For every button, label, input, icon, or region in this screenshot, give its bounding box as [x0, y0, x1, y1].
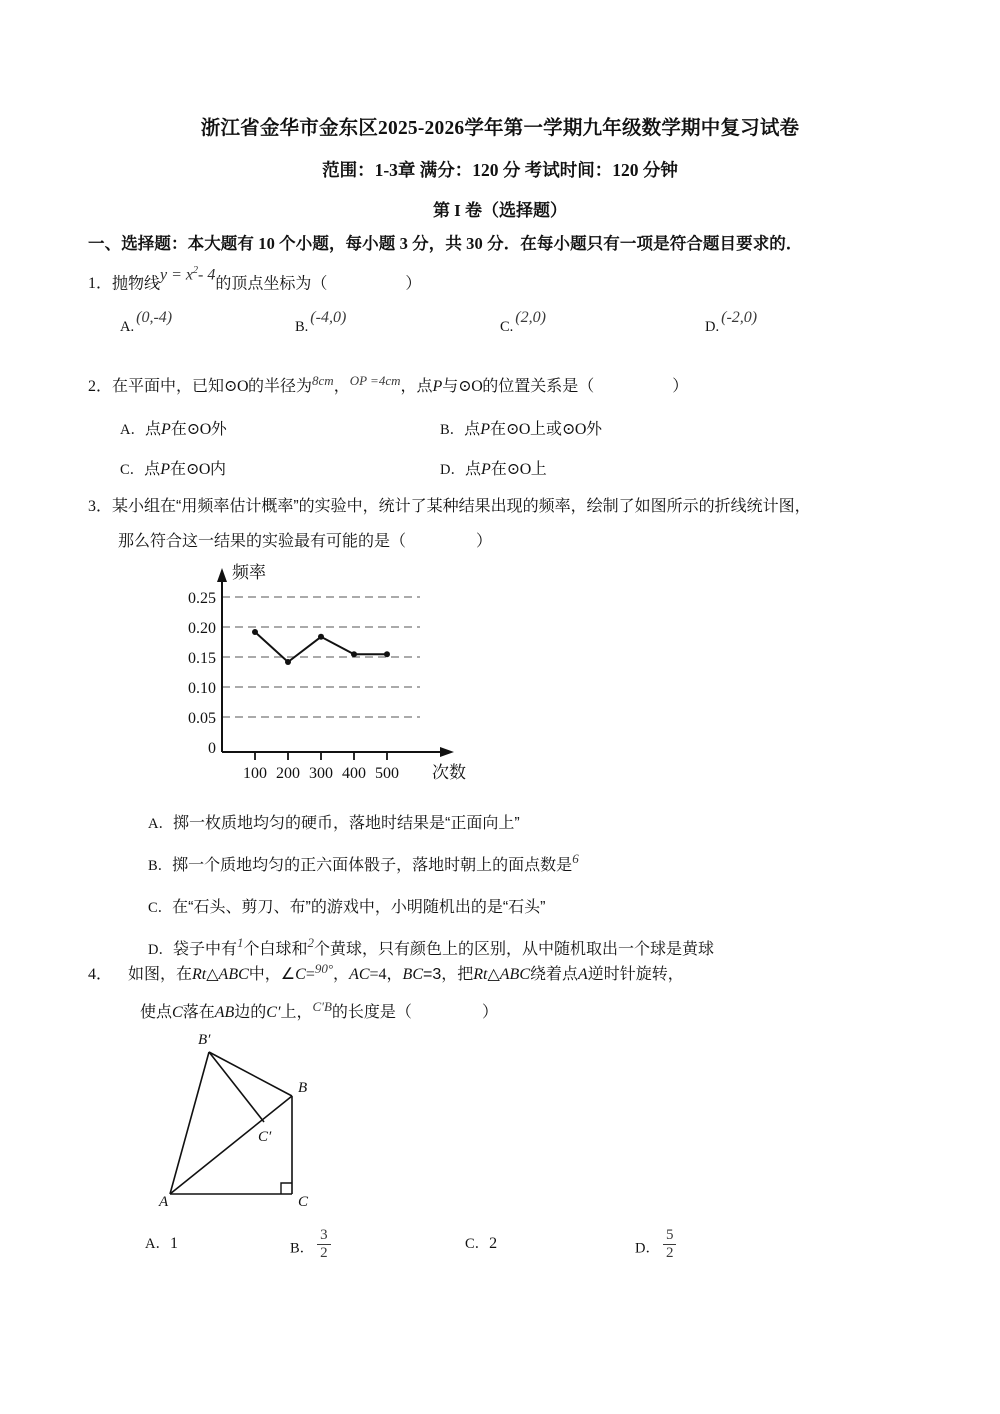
question-1-formula: $y = x^2-$ 4	[160, 265, 216, 284]
chart-x-axis-label: 次数	[432, 763, 466, 782]
circle-o-symbol-2: ⊙O	[561, 421, 586, 438]
question-4-cb-segment: C′B	[312, 999, 332, 1014]
data-point-500	[384, 651, 390, 657]
label-A: A	[159, 1194, 169, 1210]
chart-ytick-0.05: 0.05	[188, 710, 216, 727]
segment-Bprime-Cprime	[209, 1052, 264, 1122]
exam-subtitle: 范围：1-3章 满分：120 分 考试时间：120 分钟	[322, 160, 678, 180]
option-a-label: A．	[120, 422, 145, 438]
question-1-paren-close: ）	[405, 275, 422, 293]
chart-xtick-100: 100	[243, 765, 267, 782]
chart-svg	[170, 556, 500, 801]
question-4-line-1-h: 逆时针旋转，	[587, 966, 684, 983]
question-3-number: 3．	[88, 498, 113, 515]
question-4-line-2-e: 的长度是（	[331, 1004, 412, 1021]
chart-xtick-200: 200	[276, 765, 300, 782]
option-a-label: A.	[120, 319, 135, 335]
question-4-ab: AB	[214, 1004, 235, 1021]
question-4-line-1-e: =4，	[369, 966, 403, 983]
option-b-label: B．	[148, 858, 173, 874]
question-4-rt-abc-2: Rt△ABC	[473, 966, 530, 983]
option-c-label: C．	[148, 900, 173, 916]
section-heading: 第 I 卷（选择题）	[432, 201, 568, 220]
x-axis-arrow	[440, 747, 454, 757]
chart-xtick-500: 500	[375, 765, 399, 782]
question-4-line-1-g: 绕着点	[530, 966, 579, 983]
segment-Bprime-B	[209, 1052, 292, 1096]
question-2-option-c[interactable]: C．点P在⊙O内	[120, 461, 226, 478]
option-b-numerator: 3	[317, 1228, 331, 1245]
question-4-c-prime: C′	[266, 1004, 281, 1021]
option-d-numerator: 5	[663, 1228, 677, 1245]
question-4-line-2-b: 落在	[182, 1004, 215, 1021]
question-2-paren-close: ）	[672, 378, 689, 395]
option-c-text: 在“石头、剪刀、布”的游戏中，小明随机出的是“石头”	[172, 899, 546, 916]
option-d-label: D．	[440, 462, 465, 478]
question-4-line-2-d: 上，	[280, 1004, 313, 1021]
option-a-text: 掷一枚质地均匀的硬币，落地时结果是“正面向上”	[172, 815, 520, 832]
question-2-radius: 8cm	[312, 373, 334, 388]
option-d-count-1: 1	[237, 935, 244, 950]
chart-ytick-0.25: 0.25	[188, 590, 216, 607]
chart-x-axis	[222, 747, 454, 757]
option-b-value: (-4,0)	[310, 309, 347, 326]
question-1-option-b[interactable]	[295, 309, 347, 336]
chart-xtick-300: 300	[309, 765, 333, 782]
question-4-option-b[interactable]	[290, 1227, 331, 1266]
option-c-label: C．	[465, 1236, 490, 1252]
option-d-text-b: 个白球和	[243, 941, 308, 958]
question-4-option-c[interactable]	[465, 1232, 497, 1253]
chart-ytick-0: 0	[208, 740, 216, 757]
question-4-line-1-d: ，	[333, 966, 350, 983]
option-b-number: 6	[572, 851, 579, 866]
question-4-options	[145, 1227, 965, 1277]
option-d-value: (-2,0)	[721, 309, 758, 326]
option-a-label: A．	[145, 1236, 170, 1252]
question-4-line-1-b: 中，∠	[248, 966, 296, 983]
data-point-400	[351, 651, 357, 657]
question-1-stem-after: 的顶点坐标为（	[215, 275, 328, 293]
circle-o-symbol: ⊙O	[186, 421, 211, 438]
question-3-option-c[interactable]	[148, 894, 546, 917]
question-2-option-d[interactable]: D．点P在⊙O上	[440, 461, 547, 478]
circle-o-symbol: ⊙O	[224, 378, 248, 395]
question-1-option-c[interactable]	[500, 309, 546, 336]
chart-ytick-0.20: 0.20	[188, 620, 216, 637]
option-b-denominator: 2	[320, 1245, 328, 1261]
option-d-denominator: 2	[665, 1245, 674, 1261]
triangle-edges	[170, 1052, 292, 1194]
question-2-text-4: ，点	[400, 378, 433, 395]
question-1-options	[120, 309, 940, 348]
question-1-option-d[interactable]	[705, 309, 758, 336]
question-4-line-1-f: =3，把	[423, 966, 474, 983]
question-2-options	[120, 416, 940, 496]
question-4	[88, 963, 958, 988]
question-3-options	[148, 810, 968, 958]
frequency-line-chart	[170, 556, 500, 801]
question-2-option-a[interactable]: A．点P在⊙O外	[120, 421, 227, 438]
label-C-prime: C′	[258, 1129, 272, 1145]
data-point-200	[285, 659, 291, 665]
question-1	[88, 265, 928, 297]
geometry-svg	[140, 1028, 370, 1228]
option-d-label: D．	[148, 942, 173, 958]
question-3-line-1: 某小组在“用频率估计概率”的实验中，统计了某种结果出现的频率，绘制了如图所示的折线统计图，	[112, 498, 811, 515]
chart-x-ticks	[255, 752, 387, 760]
option-a-value: (0,-4)	[136, 309, 173, 326]
page-title: 浙江省金华市金东区2025-2026学年第一学期九年级数学期中复习试卷	[200, 118, 800, 139]
question-2-point-p: P	[432, 378, 443, 395]
y-axis-arrow	[217, 568, 227, 582]
question-4-rt-abc: Rt△ABC	[192, 966, 249, 983]
question-2-option-b[interactable]: B．点P在⊙O上或⊙O外	[440, 421, 602, 438]
question-3-line-2-row	[118, 530, 978, 555]
question-4-angle-c: C	[295, 966, 306, 983]
circle-o-symbol: ⊙O	[505, 421, 530, 438]
question-2-text-1: 在平面中，已知	[112, 378, 225, 395]
question-4-point-c: C	[172, 1004, 183, 1021]
question-4-point-a: A	[578, 966, 588, 983]
right-angle-mark-icon	[281, 1183, 292, 1194]
chart-xtick-400: 400	[342, 765, 366, 782]
label-B: B	[298, 1080, 308, 1096]
geometry-figure	[140, 1028, 370, 1228]
question-4-line-1-c: =	[305, 966, 315, 983]
option-b-fraction	[317, 1228, 331, 1262]
chart-y-axis	[217, 568, 227, 752]
question-2-text-5: 与	[442, 378, 459, 395]
option-b-text: 掷一个质地均匀的正六面体骰子，落地时朝上的面点数是	[172, 857, 573, 874]
circle-o-symbol: ⊙O	[185, 461, 210, 478]
question-3-paren-close: ）	[476, 533, 493, 550]
segment-A-Bprime	[170, 1052, 209, 1194]
option-c-label: C.	[500, 319, 514, 335]
option-c-label: C．	[120, 462, 145, 478]
option-a-value: 1	[169, 1235, 178, 1252]
question-4-option-a[interactable]	[145, 1232, 178, 1253]
option-b-label: B．	[290, 1240, 315, 1257]
question-2	[88, 375, 938, 400]
question-4-number: 4．	[88, 966, 113, 983]
chart-ytick-0.10: 0.10	[188, 680, 216, 697]
question-3-line-2: 那么符合这一结果的实验最有可能的是（	[118, 533, 407, 550]
part-heading: 一、选择题：本大题有 10 个小题，每小题 3 分，共 30 分．在每小题只有一项是符合题目要求的．	[88, 234, 803, 253]
data-point-100	[252, 629, 258, 635]
question-2-text-3: ，	[333, 378, 350, 395]
option-d-label: D.	[705, 319, 720, 335]
chart-gridlines	[222, 597, 420, 717]
question-4-line-2-a: 使点	[140, 1004, 173, 1021]
question-4-option-d[interactable]	[635, 1227, 676, 1266]
chart-ytick-0.15: 0.15	[188, 650, 216, 667]
option-b-label: B.	[295, 319, 309, 335]
question-4-line-2-row	[140, 1001, 1000, 1026]
circle-o-symbol-2: ⊙O	[458, 378, 483, 395]
option-c-value: (2,0)	[515, 309, 546, 326]
question-2-text-6: 的位置关系是（	[482, 378, 595, 395]
data-point-300	[318, 634, 324, 640]
question-1-number: 1．	[88, 275, 113, 293]
option-d-label: D．	[635, 1240, 660, 1257]
label-C: C	[298, 1194, 309, 1210]
option-d-fraction	[663, 1228, 677, 1262]
option-d-text-a: 袋子中有	[172, 941, 237, 958]
question-4-paren-close: ）	[481, 1004, 498, 1021]
chart-y-axis-label: 频率	[232, 563, 266, 582]
question-4-angle-value: 90°	[314, 961, 334, 976]
option-d-count-2: 2	[307, 935, 315, 950]
circle-o-symbol: ⊙O	[506, 461, 531, 478]
label-B-prime: B′	[198, 1032, 211, 1048]
question-4-ac: AC	[349, 966, 370, 983]
segment-AB	[170, 1096, 292, 1194]
question-4-bc: BC	[402, 966, 423, 983]
option-a-label: A．	[148, 816, 173, 832]
option-d-text-c: 个黄球，只有颜色上的区别，从中随机取出一个球是黄球	[314, 941, 715, 958]
question-1-option-a[interactable]	[120, 309, 173, 336]
question-3	[88, 495, 948, 520]
question-1-stem-before: 抛物线	[112, 275, 161, 293]
question-3-option-d[interactable]	[148, 936, 714, 959]
question-4-line-2-c: 边的	[234, 1004, 267, 1021]
option-b-label: B．	[440, 422, 465, 438]
question-2-text-2: 的半径为	[248, 378, 313, 395]
question-4-line-1-a: 如图，在	[128, 966, 193, 983]
question-3-option-a[interactable]	[148, 810, 520, 833]
question-2-op-value: OP =4cm	[349, 373, 401, 388]
option-c-value: 2	[489, 1235, 498, 1252]
question-2-number: 2．	[88, 378, 113, 395]
question-3-option-b[interactable]	[148, 852, 579, 875]
